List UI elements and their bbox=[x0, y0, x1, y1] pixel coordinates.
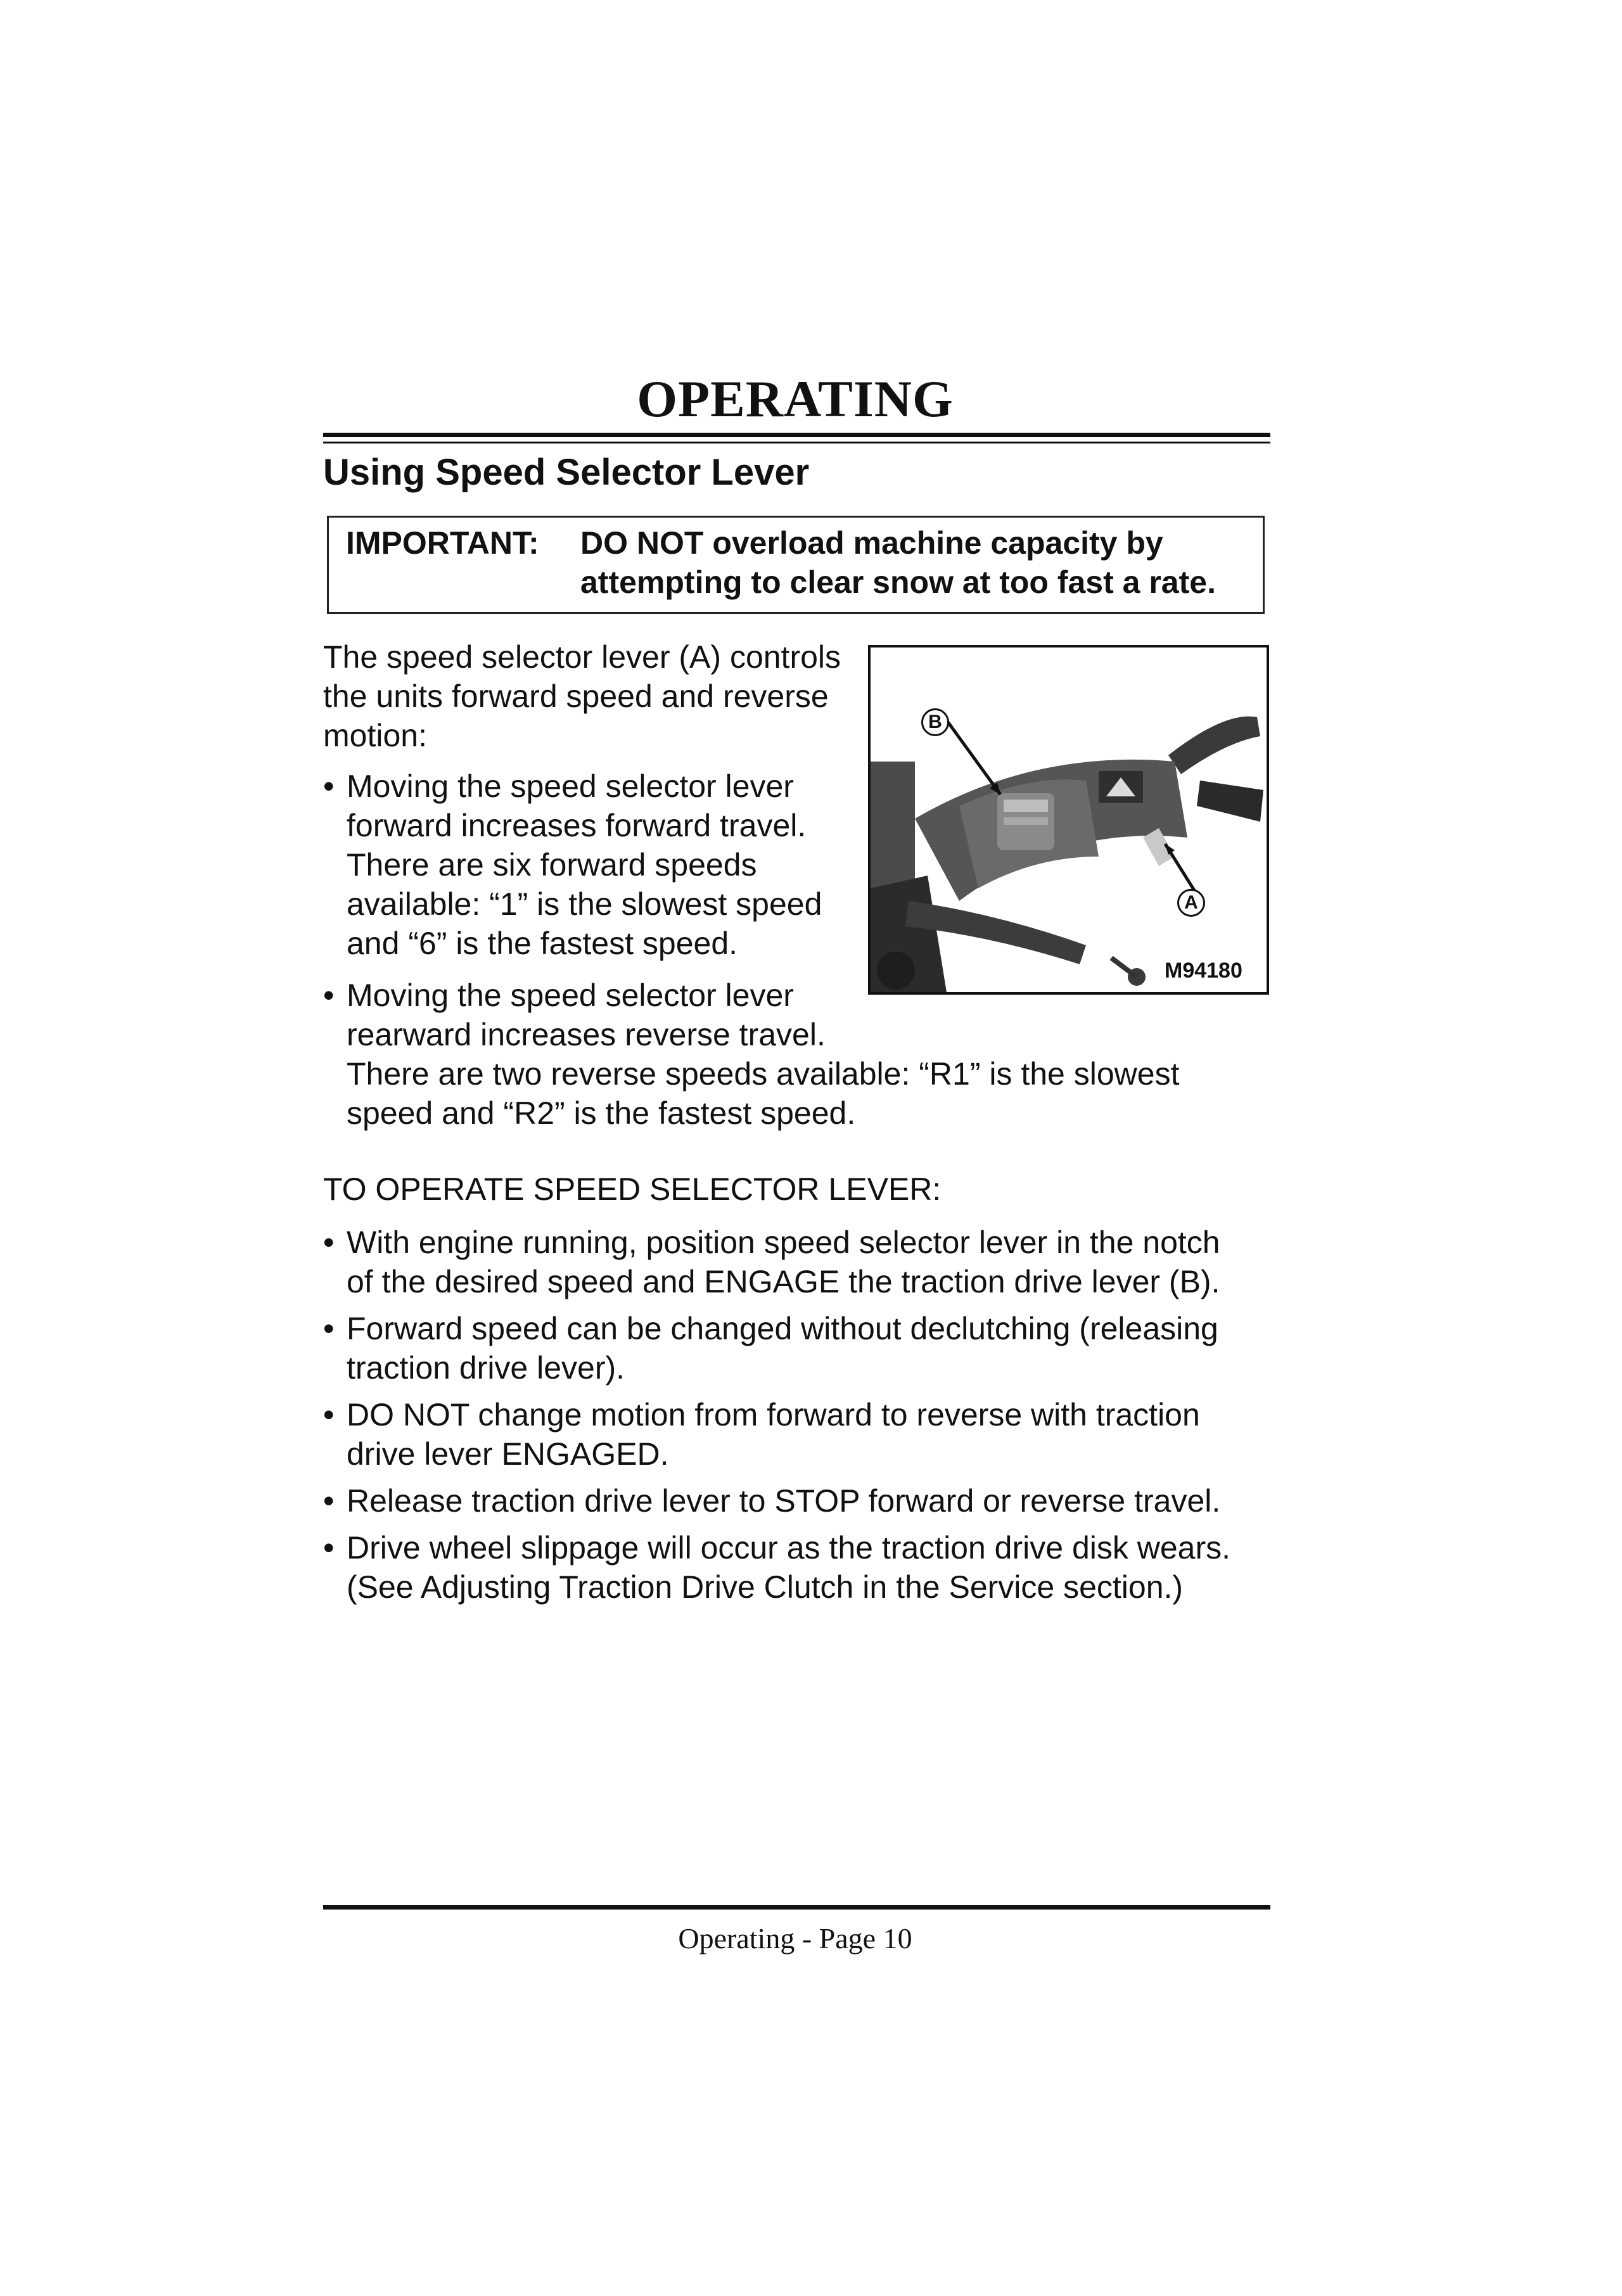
section-title: OPERATING bbox=[637, 370, 954, 428]
important-text: DO NOT overload machine capacity by attempting to clear snow at too fast a rate. bbox=[580, 525, 1216, 600]
list-item bbox=[323, 1481, 1267, 1523]
callout-a-marker: A bbox=[1177, 889, 1205, 917]
title-rule-thin bbox=[323, 442, 1270, 443]
bullet-marker: • bbox=[323, 1530, 335, 1566]
list-item bbox=[323, 1528, 1267, 1610]
figure-code: M94180 bbox=[1165, 959, 1242, 983]
important-label: IMPORTANT: bbox=[346, 525, 539, 561]
snowblower-control-panel-illustration bbox=[871, 647, 1267, 992]
speed-selector-figure bbox=[868, 645, 1269, 995]
list-item bbox=[323, 1223, 1267, 1305]
procedure-subheading: TO OPERATE SPEED SELECTOR LEVER: bbox=[323, 1171, 942, 1207]
bullet-text: Moving the speed selector lever rearward increases reverse travel. There are two reverse speeds available: “R1” is the slowest speed and “R2” is the fastest speed. bbox=[347, 978, 1180, 1131]
intro-paragraph: The speed selector lever (A) controls the units forward speed and reverse motion: bbox=[323, 639, 841, 753]
title-rule-thick bbox=[323, 433, 1270, 437]
bullet-text: Forward speed can be changed without declutching (releasing traction drive lever). bbox=[347, 1311, 1218, 1386]
bullet-marker: • bbox=[323, 769, 335, 804]
bullet-text: Drive wheel slippage will occur as the traction drive disk wears. (See Adjusting Traction Drive Clutch in the Service section.) bbox=[347, 1530, 1231, 1605]
bullet-text: DO NOT change motion from forward to reverse with traction drive lever ENGAGED. bbox=[347, 1397, 1200, 1472]
list-item bbox=[323, 976, 1261, 1134]
bullet-marker: • bbox=[323, 1397, 335, 1432]
bullet-text: Moving the speed selector lever forward increases forward travel. There are six forward speeds available: “1” is the slowest speed and “6” is the fastest speed. bbox=[347, 769, 822, 961]
footer-rule bbox=[323, 1905, 1270, 1910]
callout-b-marker: B bbox=[921, 708, 949, 736]
page-footer: Operating - Page 10 bbox=[678, 1922, 912, 1955]
bullet-marker: • bbox=[323, 1311, 335, 1346]
bullet-marker: • bbox=[323, 1225, 335, 1260]
list-item bbox=[323, 1395, 1267, 1477]
page-heading: Using Speed Selector Lever bbox=[323, 452, 810, 493]
list-item bbox=[323, 767, 862, 963]
bullet-text: With engine running, position speed selector lever in the notch of the desired speed and ENGAGE the traction drive lever (B). bbox=[347, 1225, 1220, 1299]
list-item bbox=[323, 1309, 1267, 1391]
bullet-marker: • bbox=[323, 978, 335, 1013]
bullet-text: Release traction drive lever to STOP forward or reverse travel. bbox=[347, 1483, 1221, 1519]
bullet-marker: • bbox=[323, 1483, 335, 1519]
